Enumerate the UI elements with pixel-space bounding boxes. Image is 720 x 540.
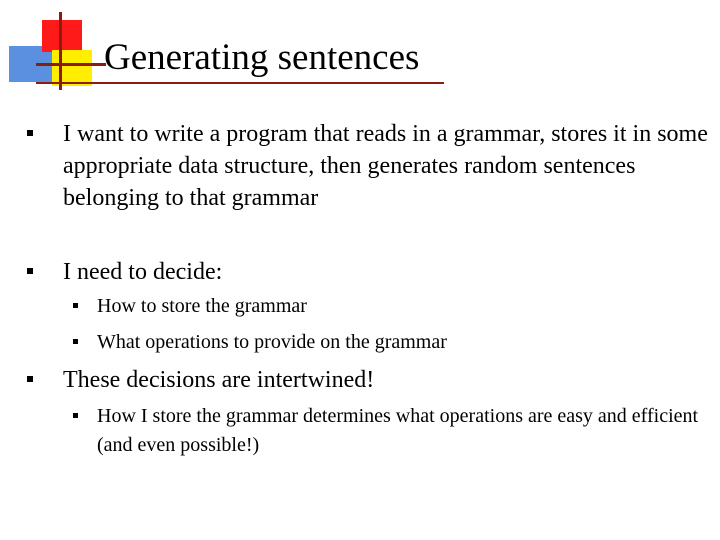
square-bullet-icon xyxy=(27,376,33,382)
bullet-text: I want to write a program that reads in a grammar, stores it in some appropriate data structure, then generates random sentences belonging to that grammar xyxy=(63,121,708,211)
slide-title: Generating sentences xyxy=(104,37,420,78)
bullet-text: These decisions are intertwined! xyxy=(63,367,375,393)
yellow-square xyxy=(52,50,92,86)
square-bullet-icon xyxy=(73,413,78,418)
square-bullet-icon xyxy=(73,339,78,344)
sub-bullet-text: How to store the grammar xyxy=(97,295,307,317)
vertical-rule xyxy=(59,12,62,90)
sub-bullet-text: How I store the grammar determines what operations are easy and efficient (and even possible!) xyxy=(97,405,699,456)
title-underline xyxy=(36,82,444,84)
horizontal-rule-short xyxy=(36,63,106,66)
decorative-logo xyxy=(0,0,110,100)
square-bullet-icon xyxy=(73,303,78,308)
bullet-text: I need to decide: xyxy=(63,259,223,285)
red-square xyxy=(42,20,82,52)
sub-bullet-text: What operations to provide on the grammar xyxy=(97,331,447,353)
square-bullet-icon xyxy=(27,130,33,136)
square-bullet-icon xyxy=(27,268,33,274)
